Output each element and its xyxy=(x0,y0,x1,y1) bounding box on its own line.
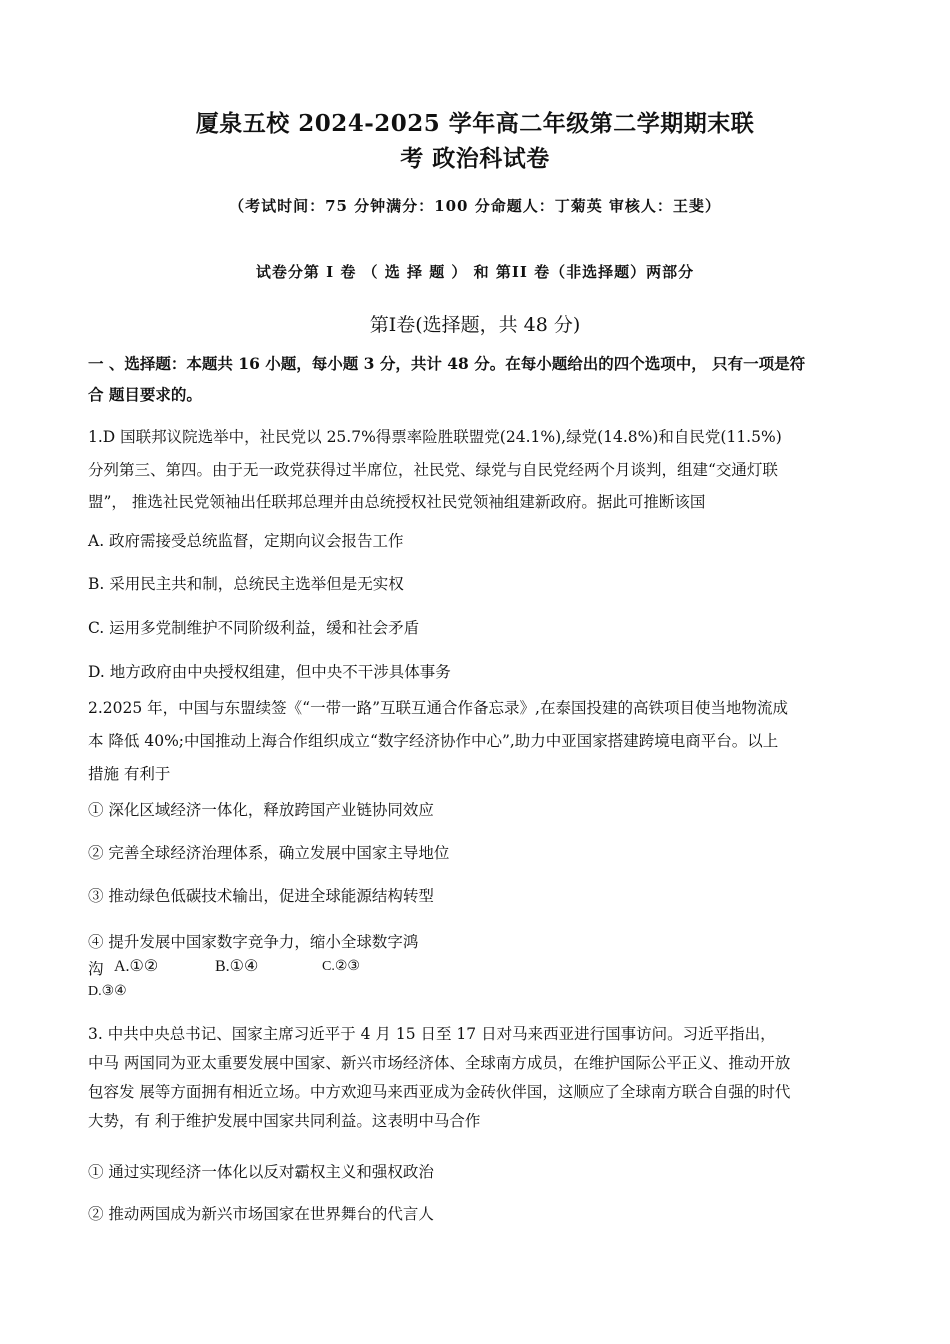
q1-stem-line: 1.D 国联邦议院选举中，社民党以 25.7%得票率险胜联盟党(24.1%),绿党(14.8%)和自民党(11.5%) xyxy=(88,428,782,446)
exam-title-line1: 厦泉五校 2024-2025 学年高二年级第二学期期末联 xyxy=(195,110,755,137)
volume-heading: 第Ⅰ卷(选择题，共 48 分) xyxy=(369,314,581,336)
q1-option-a: A. 政府需接受总统监督，定期向议会报告工作 xyxy=(88,532,404,550)
section-instruction-line2: 合 题目要求的。 xyxy=(88,385,202,404)
q1-option-b: B. 采用民主共和制，总统民主选举但是无实权 xyxy=(88,575,404,593)
q3-item-2: ② 推动两国成为新兴市场国家在世界舞台的代言人 xyxy=(88,1205,434,1223)
q3-stem-line: 3. 中共中央总书记、国家主席习近平于 4 月 15 日至 17 日对马来西亚进行国事访问。习近平指出， xyxy=(88,1025,776,1043)
q1-stem-line: 分列第三、第四。由于无一政党获得过半席位，社民党、绿党与自民党经两个月谈判，组建“交通灯联 xyxy=(88,461,778,479)
q2-choice-b: B.①④ xyxy=(215,958,259,975)
q2-item-1: ① 深化区域经济一体化，释放跨国产业链协同效应 xyxy=(88,801,434,819)
exam-structure: 试卷分第 I 卷 （ 选 择 题 ） 和 第II 卷（非选择题）两部分 xyxy=(255,263,695,281)
q2-item-2: ② 完善全球经济治理体系，确立发展中国家主导地位 xyxy=(88,844,450,862)
q2-stem-line: 本 降低 40%;中国推动上海合作组织成立“数字经济协作中心”,助力中亚国家搭建跨境电商平台。以上 xyxy=(88,732,779,750)
section-instruction-line1: 一 、选择题：本题共 16 小题，每小题 3 分，共计 48 分。在每小题给出的四个选项中， 只有一项是符 xyxy=(88,354,806,373)
q2-item-4: ④ 提升发展中国家数字竞争力，缩小全球数字鸿 xyxy=(88,933,419,951)
q3-stem-line: 大势，有 利于维护发展中国家共同利益。这表明中马合作 xyxy=(88,1112,481,1130)
q2-item-3: ③ 推动绿色低碳技术输出，促进全球能源结构转型 xyxy=(88,887,434,905)
q3-stem-line: 中马 两国同为亚太重要发展中国家、新兴市场经济体、全球南方成员，在维护国际公平正义、推动开放 xyxy=(88,1054,791,1072)
q2-choice-a: A.①② xyxy=(114,958,159,975)
q2-item-4-tail: 沟 xyxy=(88,960,104,978)
q2-choice-d: D.③④ xyxy=(88,984,127,999)
q2-choice-c: C.②③ xyxy=(322,959,360,974)
q1-option-c: C. 运用多党制维护不同阶级利益，缓和社会矛盾 xyxy=(88,619,420,637)
q2-stem-line: 措施 有利于 xyxy=(88,765,171,783)
q2-stem-line: 2.2025 年，中国与东盟续签《“一带一路”互联互通合作备忘录》,在泰国投建的高铁项目使当地物流成 xyxy=(88,699,788,717)
exam-title-line2: 考 政治科试卷 xyxy=(400,145,550,172)
q1-stem-line: 盟”， 推选社民党领袖出任联邦总理并由总统授权社民党领袖组建新政府。据此可推断该国 xyxy=(88,493,706,511)
q3-item-1: ① 通过实现经济一体化以反对霸权主义和强权政治 xyxy=(88,1163,434,1181)
exam-meta: （考试时间：75 分钟满分：100 分命题人：丁菊英 审核人：王斐） xyxy=(229,197,721,215)
q1-option-d: D. 地方政府由中央授权组建，但中央不干涉具体事务 xyxy=(88,663,451,681)
q3-stem-line: 包容发 展等方面拥有相近立场。中方欢迎马来西亚成为金砖伙伴国，这顺应了全球南方联合自强的时代 xyxy=(88,1083,791,1101)
